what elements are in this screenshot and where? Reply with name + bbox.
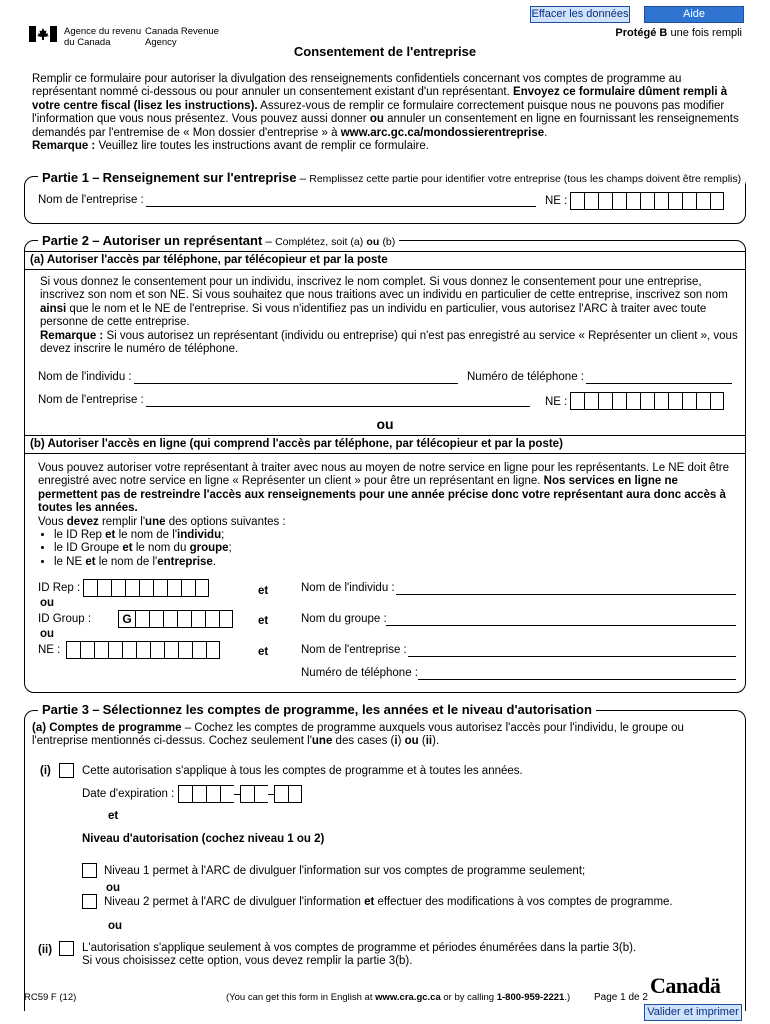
rep-id-input[interactable]: [83, 579, 209, 597]
bn-b-label: NE :: [38, 644, 61, 656]
list-item: • le NE et le nom de l'entreprise.: [54, 556, 738, 569]
group-id-label: ID Group :: [38, 613, 92, 625]
expiry-label: Date d'expiration :: [82, 788, 175, 800]
phone-b-label: Numéro de téléphone :: [301, 667, 418, 679]
part2b-heading: (b) Autoriser l'accès en ligne (qui comprend l'accès par téléphone, par télécopieur et par la poste): [24, 435, 746, 454]
level1-text: Niveau 1 permet à l'ARC de divulguer l'information sur vos comptes de programme seulement;: [104, 865, 586, 877]
part2b-text: Vous pouvez autoriser votre représentant à traiter avec nous au moyen de notre service en ligne pour les représentants. Le NE doit être enregistré avec notre service en ligne « Représenter un client » pour être un représentant en ligne. Nos services en ligne ne permettent pas de restreindre l'accès aux renseignements pour une année précise donc votre représentant aura donc accès à toutes les années. Vous devez remplir l'une des options suivantes : • le ID Rep et le nom de l'individu; • le ID Groupe et le nom du groupe; • le NE et le nom de l'entreprise.: [38, 462, 738, 569]
part2a-bn-label: NE :: [545, 396, 568, 408]
phone-b-input[interactable]: [418, 679, 736, 680]
validate-print-button[interactable]: Valider et imprimer: [644, 1004, 742, 1021]
part2a-text: Si vous donnez le consentement pour un individu, inscrivez le nom complet. Si vous donnez le consentement pour une entreprise, inscrivez son nom et son NE. Si vous souhaitez que nous traitions avec un individu en particulier de cette entreprise, inscrivez son nom ainsi que le nom et le NE de l'entreprise. Si vous n'identifiez pas un individu en particulier, vous autorisez l'ARC à traiter avec toute personne de cette entreprise. Remarque : Si vous autorisez un représentant (individu ou entreprise) qui n'est pas enregistré au service « Représenter un client », vous devez inscrire le numéro de téléphone.: [40, 276, 738, 356]
option-i-text: Cette autorisation s'applique à tous les comptes de programme et à toutes les années.: [82, 765, 523, 777]
or-label: ou: [106, 882, 121, 894]
page-number: Page 1 de 2: [594, 992, 648, 1003]
part1-title: Partie 1 – Renseignement sur l'entreprise – Remplissez cette partie pour identifier votre entreprise (tous les champs doivent être remplis): [38, 170, 745, 185]
agency-name-fr: Agence du revenu du Canada: [64, 26, 142, 48]
and-label: et: [258, 585, 269, 597]
part2-title: Partie 2 – Autoriser un représentant – Complétez, soit (a) ou (b): [38, 233, 399, 248]
part2a-business-input[interactable]: [146, 406, 530, 407]
or-label: ou: [40, 628, 55, 640]
part2a-business-label: Nom de l'entreprise :: [38, 394, 144, 406]
option-i-label: (i): [40, 765, 51, 777]
part2b-options-list: [38, 529, 738, 569]
group-name-label: Nom du groupe :: [301, 613, 387, 625]
level1-checkbox[interactable]: [82, 863, 97, 878]
business-name-b-label: Nom de l'entreprise :: [301, 644, 407, 656]
individual-name-b-input[interactable]: [396, 594, 736, 595]
canada-wordmark: Canadä: [650, 973, 721, 998]
level2-checkbox[interactable]: [82, 894, 97, 909]
canada-flag-icon: [29, 26, 57, 42]
expiry-date-input[interactable]: [178, 785, 302, 803]
list-item: • le ID Rep et le nom de l'individu;: [54, 529, 738, 542]
rep-id-label: ID Rep :: [38, 582, 81, 594]
group-id-input[interactable]: [118, 610, 233, 628]
part1-bn-input[interactable]: [570, 192, 724, 210]
part2a-bn-input[interactable]: [570, 392, 724, 410]
option-i-checkbox[interactable]: [59, 763, 74, 778]
bn-b-input[interactable]: [66, 641, 220, 659]
part2a-phone-input[interactable]: [586, 383, 732, 384]
business-name-b-input[interactable]: [408, 656, 736, 657]
form-id: RC59 F (12): [24, 992, 77, 1003]
part1-business-name-label: Nom de l'entreprise :: [38, 194, 144, 206]
level-heading: Niveau d'autorisation (cochez niveau 1 ou 2): [82, 833, 325, 845]
or-label: ou: [108, 920, 123, 932]
part3-title: Partie 3 – Sélectionnez les comptes de programme, les années et le niveau d'autorisation: [38, 702, 596, 717]
part3a-text: (a) Comptes de programme – Cochez les comptes de programme auxquels vous autorisez l'accès pour l'individu, le groupe ou l'entreprise mentionnés ci-dessus. Cochez seulement l'une des cases (i) ou (ii).: [32, 722, 684, 748]
and-label: et: [258, 646, 269, 658]
level2-text: Niveau 2 permet à l'ARC de divulguer l'information et effectuer des modifications à vos comptes de programme.: [104, 896, 673, 908]
english-notice: (You can get this form in English at www.cra.gc.ca or by calling 1-800-959-2221.): [226, 992, 571, 1003]
option-ii-text: L'autorisation s'applique seulement à vos comptes de programme et périodes énumérées dans la partie 3(b). Si vous choisissez cette option, vous devez remplir la partie 3(b).: [82, 942, 637, 968]
and-label: et: [258, 615, 269, 627]
part2a-individual-label: Nom de l'individu :: [38, 371, 132, 383]
or-label: ou: [40, 597, 55, 609]
page-title: Consentement de l'entreprise: [293, 44, 477, 59]
and-label: et: [108, 810, 119, 822]
group-name-input[interactable]: [386, 625, 736, 626]
part2a-heading: (a) Autoriser l'accès par téléphone, par télécopieur et par la poste: [24, 251, 746, 270]
option-ii-checkbox[interactable]: [59, 941, 74, 956]
clear-data-button[interactable]: Effacer les données: [530, 6, 630, 23]
list-item: • le ID Groupe et le nom du groupe;: [54, 542, 738, 555]
option-ii-label: (ii): [38, 944, 53, 956]
intro-paragraph: Remplir ce formulaire pour autoriser la divulgation des renseignements confidentiels concernant vos comptes de programme au représentant nommé ci-dessous ou pour annuler un consentement existant d'un représentant. Envoyez ce formulaire dûment rempli à votre centre fiscal (lisez les instructions). Assurez-vous de remplir ce formulaire correctement puisque nous ne pouvons pas modifier l'information que vous nous présentez. Vous pouvez aussi donner ou annuler un consentement en ligne en fournissant les renseignements demandés par l'entremise de « Mon dossier d'entreprise » à www.arc.gc.ca/mondossierentreprise. Remarque : Veuillez lire toutes les instructions avant de remplir ce formulaire.: [32, 73, 739, 153]
protected-notice: Protégé B une fois rempli: [615, 27, 742, 39]
part1-business-name-input[interactable]: [146, 206, 536, 207]
group-prefix: G: [118, 610, 135, 628]
agency-name-en: Canada Revenue Agency: [145, 26, 219, 48]
part1-bn-label: NE :: [545, 195, 568, 207]
help-button[interactable]: Aide: [644, 6, 744, 23]
part2a-phone-label: Numéro de téléphone :: [467, 371, 584, 383]
part2a-individual-input[interactable]: [134, 383, 458, 384]
or-divider: ou: [376, 416, 394, 432]
individual-name-b-label: Nom de l'individu :: [301, 582, 395, 594]
